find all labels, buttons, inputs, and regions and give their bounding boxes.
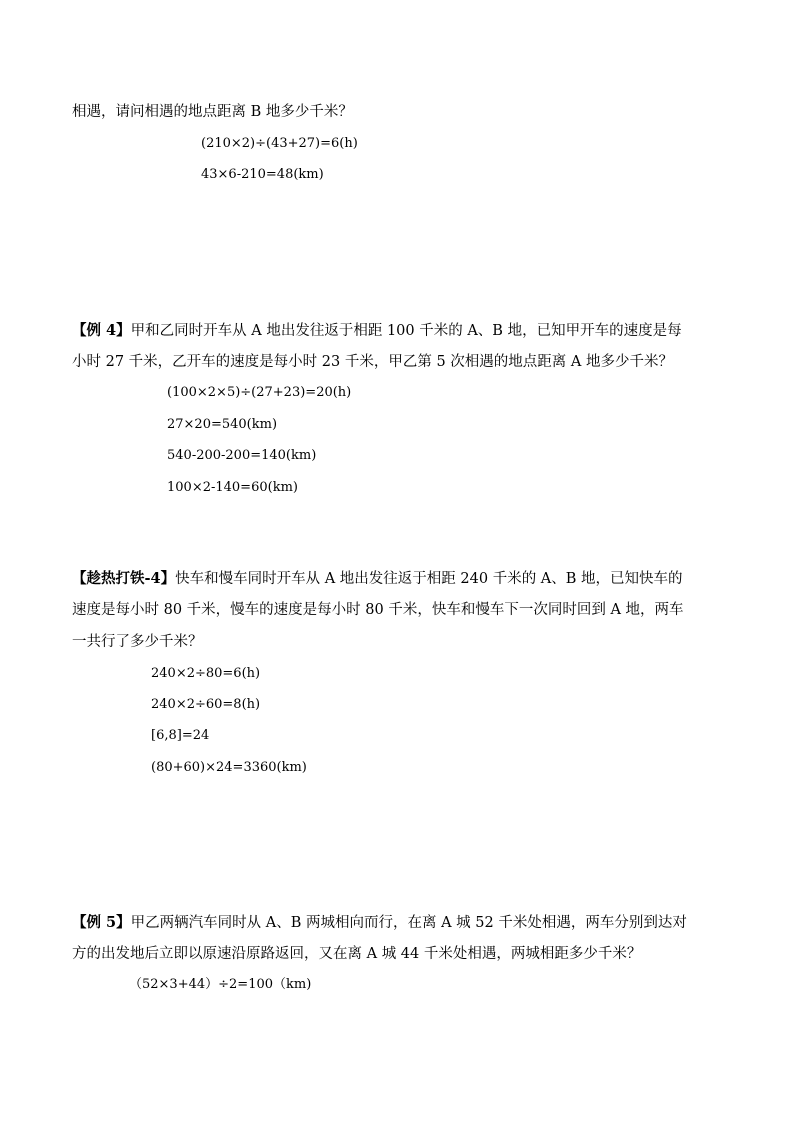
example-4-line-1 [72, 323, 682, 339]
example-4-step-4: 100×2-140=60(km) [167, 480, 298, 495]
problem-3-text-tail: 相遇，请问相遇的地点距离 B 地多少千米？ [72, 104, 353, 120]
problem-3-step-2: 43×6-210=48(km) [201, 167, 324, 182]
example-4-step-2: 27×20=540(km) [167, 417, 278, 432]
example-5-step-1: （52×3+44）÷2=100（km) [129, 977, 312, 992]
practice-4-line-1 [72, 571, 683, 587]
example-5-line-2: 方的出发地后立即以原速沿原路返回，又在离 A 城 44 千米处相遇，两城相距多少千米？ [72, 946, 642, 962]
example-4-line-2: 小时 27 千米，乙开车的速度是每小时 23 千米，甲乙第 5 次相遇的地点距离 A 地多少千米？ [72, 354, 673, 370]
example-4-step-1: (100×2×5)÷(27+23)=20(h) [167, 385, 352, 400]
example-5-line-1 [72, 915, 687, 931]
example-4-tag: 【例 4】 [72, 322, 131, 339]
example-4-text-1: 甲和乙同时开车从 A 地出发往返于相距 100 千米的 A、B 地，已知甲开车的速度是每 [130, 323, 682, 339]
practice-4-step-2: 240×2÷60=8(h) [151, 697, 261, 712]
example-5-text-1: 甲乙两辆汽车同时从 A、B 两城相向而行，在离 A 城 52 千米处相遇，两车分别到达对 [130, 915, 687, 931]
problem-3-step-1: (210×2)÷(43+27)=6(h) [201, 136, 358, 151]
practice-4-tag: 【趁热打铁-4】 [72, 570, 176, 587]
example-4-step-3: 540-200-200=140(km) [167, 448, 317, 463]
practice-4-line-2: 速度是每小时 80 千米，慢车的速度是每小时 80 千米，快车和慢车下一次同时回到 A 地，两车 [72, 602, 684, 618]
practice-4-line-3: 一共行了多少千米？ [72, 634, 203, 650]
practice-4-step-4: (80+60)×24=3360(km) [151, 760, 307, 775]
practice-4-text-1: 快车和慢车同时开车从 A 地出发往返于相距 240 千米的 A、B 地，已知快车的 [175, 571, 683, 587]
practice-4-step-1: 240×2÷80=6(h) [151, 666, 261, 681]
example-5-tag: 【例 5】 [72, 914, 131, 931]
practice-4-step-3: [6,8]=24 [151, 728, 210, 743]
